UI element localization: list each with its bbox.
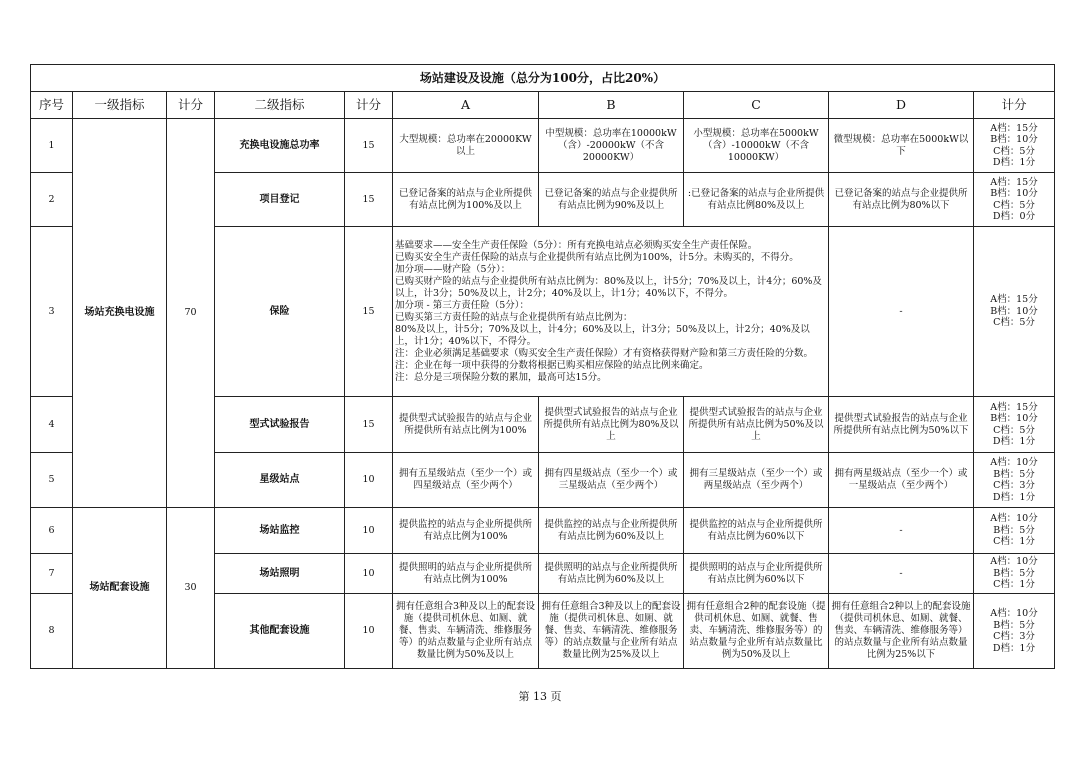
row-points: 15 xyxy=(345,227,393,397)
row-d: 已登记备案的站点与企业提供所有站点比例为80%以下 xyxy=(829,173,974,227)
row-c: 小型规模：总功率在5000kW（含）-10000kW（不含10000KW） xyxy=(684,119,829,173)
row-name: 星级站点 xyxy=(215,453,345,508)
row-seq: 3 xyxy=(31,227,73,397)
row-c: 提供监控的站点与企业所提供所有站点比例为60%以下 xyxy=(684,508,829,554)
header-a: A xyxy=(393,92,539,119)
header-level1: 一级指标 xyxy=(73,92,167,119)
row-c: 提供型式试验报告的站点与企业所提供所有站点比例为50%及以上 xyxy=(684,397,829,453)
row-seq: 7 xyxy=(31,554,73,594)
header-c: C xyxy=(684,92,829,119)
group-points: 30 xyxy=(167,508,215,669)
group-name: 场站充换电设施 xyxy=(73,119,167,508)
row-b: 提供照明的站点与企业所提供所有站点比例为60%及以上 xyxy=(539,554,684,594)
table-title: 场站建设及设施（总分为100分，占比20%） xyxy=(31,65,1055,92)
row-d: 拥有任意组合2种以上的配套设施（提供司机休息、如厕、就餐、售卖、车辆清洗、维修服务等）的站点数量与企业所有站点数量比例为25%以下 xyxy=(829,594,974,669)
row-score: A档：10分 B档：5分 C档：1分 xyxy=(974,554,1055,594)
row-a: 提供照明的站点与企业所提供所有站点比例为100% xyxy=(393,554,539,594)
header-level2: 二级指标 xyxy=(215,92,345,119)
scoring-table xyxy=(30,64,1055,669)
table-row xyxy=(31,508,1055,554)
row-d: 拥有两星级站点（至少一个）或一星级站点（至少两个） xyxy=(829,453,974,508)
row-score: A档：10分 B档：5分 C档：1分 xyxy=(974,508,1055,554)
row-score: A档：10分 B档：5分 C档：3分 D档：1分 xyxy=(974,594,1055,669)
row-c: 拥有任意组合2种的配套设施（提供司机休息、如厕、就餐、售卖、车辆清洗、维修服务等）的站点数量与企业所有站点数量比例为50%及以上 xyxy=(684,594,829,669)
row-c: :已登记备案的站点与企业所提供有站点比例80%及以上 xyxy=(684,173,829,227)
row-c: 拥有三星级站点（至少一个）或两星级站点（至少两个） xyxy=(684,453,829,508)
row-score: A档：15分 B档：10分 C档：5分 xyxy=(974,227,1055,397)
row-d: - xyxy=(829,227,974,397)
row-points: 15 xyxy=(345,173,393,227)
row-a: 提供型式试验报告的站点与企业所提供所有站点比例为100% xyxy=(393,397,539,453)
header-score: 计分 xyxy=(974,92,1055,119)
row-a: 大型规模：总功率在20000KW以上 xyxy=(393,119,539,173)
row-b: 中型规模：总功率在10000kW（含）-20000kW（不含20000KW） xyxy=(539,119,684,173)
row-score: A档：15分 B档：10分 C档：5分 D档：1分 xyxy=(974,397,1055,453)
header-row xyxy=(31,92,1055,119)
row-seq: 5 xyxy=(31,453,73,508)
row-points: 10 xyxy=(345,453,393,508)
row-name: 保险 xyxy=(215,227,345,397)
row-seq: 6 xyxy=(31,508,73,554)
row-name: 充换电设施总功率 xyxy=(215,119,345,173)
header-b: B xyxy=(539,92,684,119)
row-a: 提供监控的站点与企业所提供所有站点比例为100% xyxy=(393,508,539,554)
row-d: - xyxy=(829,508,974,554)
row-a: 拥有五星级站点（至少一个）或四星级站点（至少两个） xyxy=(393,453,539,508)
row-d: 提供型式试验报告的站点与企业所提供所有站点比例为50%以下 xyxy=(829,397,974,453)
row-seq: 2 xyxy=(31,173,73,227)
row-score: A档：15分 B档：10分 C档：5分 D档：0分 xyxy=(974,173,1055,227)
row-name: 其他配套设施 xyxy=(215,594,345,669)
row-points: 15 xyxy=(345,397,393,453)
row-c: 提供照明的站点与企业所提供所有站点比例为60%以下 xyxy=(684,554,829,594)
header-points2: 计分 xyxy=(345,92,393,119)
row-name: 型式试验报告 xyxy=(215,397,345,453)
row-points: 15 xyxy=(345,119,393,173)
row-seq: 8 xyxy=(31,594,73,669)
header-points1: 计分 xyxy=(167,92,215,119)
row-name: 场站照明 xyxy=(215,554,345,594)
row-d: 微型规模：总功率在5000kW以下 xyxy=(829,119,974,173)
page-number: 第 13 页 xyxy=(518,690,562,703)
row-points: 10 xyxy=(345,594,393,669)
table-row xyxy=(31,119,1055,173)
row-a: 已登记备案的站点与企业所提供有站点比例为100%及以上 xyxy=(393,173,539,227)
group-name: 场站配套设施 xyxy=(73,508,167,669)
row-points: 10 xyxy=(345,554,393,594)
row-d: - xyxy=(829,554,974,594)
row-score: A档：15分 B档：10分 C档：5分 D档：1分 xyxy=(974,119,1055,173)
row-b: 拥有四星级站点（至少一个）或三星级站点（至少两个） xyxy=(539,453,684,508)
row-seq: 4 xyxy=(31,397,73,453)
header-d: D xyxy=(829,92,974,119)
row-b: 已登记备案的站点与企业提供所有站点比例为90%及以上 xyxy=(539,173,684,227)
row-name: 场站监控 xyxy=(215,508,345,554)
row-points: 10 xyxy=(345,508,393,554)
row-a: 拥有任意组合3种及以上的配套设施（提供司机休息、如厕、就餐、售卖、车辆清洗、维修服务等）的站点数量与企业所有站点数量比例为50%及以上 xyxy=(393,594,539,669)
row-b: 提供监控的站点与企业所提供所有站点比例为60%及以上 xyxy=(539,508,684,554)
row-seq: 1 xyxy=(31,119,73,173)
header-seq: 序号 xyxy=(31,92,73,119)
row-score: A档：10分 B档：5分 C档：3分 D档：1分 xyxy=(974,453,1055,508)
group-points: 70 xyxy=(167,119,215,508)
row-b: 拥有任意组合3种及以上的配套设施（提供司机休息、如厕、就餐、售卖、车辆清洗、维修服务等）的站点数量与企业所有站点数量比例为25%及以上 xyxy=(539,594,684,669)
row-name: 项目登记 xyxy=(215,173,345,227)
insurance-detail: 基础要求——安全生产责任保险（5分）：所有充换电站点必须购买安全生产责任保险。 已购买安全生产责任保险的站点与企业提供所有站点比例为100%，计5分。未购买的，不得分。 加分项——财产险（5分）： 已购买财产险的站点与企业提供所有站点比例为：80%及以上，计5分；70%及以上，计4分；60%及以上，计3分；50%及以上，计2分；40%及以上，计1分；40%以下，不得分。 加分项 - 第三方责任险（5分）： 已购买第三方责任险的站点与企业提供所有站点比例为： 80%及以上，计5分；70%及以上，计4分；60%及以上，计3分；50%及以上，计2分；40%及以上，计1分；40%以下，不得分。 注：企业必须满足基础要求（购买安全生产责任保险）才有资格获得财产险和第三方责任险的分数。 注：企业在每一项中获得的分数将根据已购买相应保险的站点比例来确定。 注：总分是三项保险分数的累加，最高可达15分。 xyxy=(393,227,829,397)
row-b: 提供型式试验报告的站点与企业所提供所有站点比例为80%及以上 xyxy=(539,397,684,453)
